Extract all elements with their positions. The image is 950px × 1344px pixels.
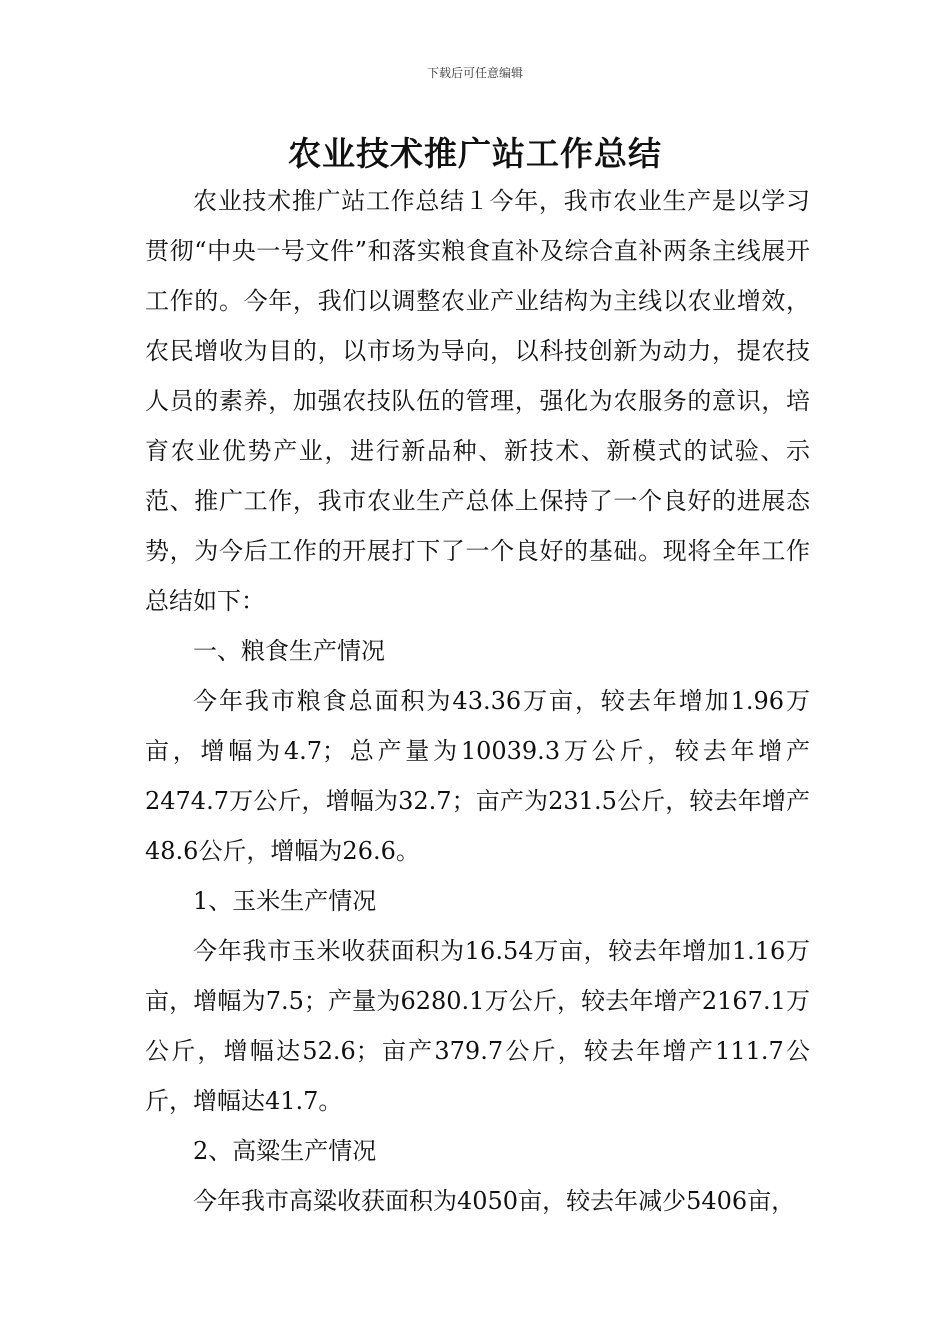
grain-paragraph: 今年我市粮食总面积为43.36万亩，较去年增加1.96万亩，增幅为4.7；总产量为10039.3万公斤，较去年增产2474.7万公斤，增幅为32.7；亩产为231.5公斤，较去年增产48.6公斤，增幅为26.6。 — [145, 687, 810, 865]
section-heading-grain: 一、粮食生产情况 — [193, 637, 385, 665]
intro-paragraph: 农业技术推广站工作总结１今年，我市农业生产是以学习贯彻“中央一号文件”和落实粮食直补及综合直补两条主线展开工作的。今年，我们以调整农业产业结构为主线以农业增效，农民增收为目的，以市场为导向，以科技创新为动力，提农技人员的素养，加强农技队伍的管理，强化为农服务的意识，培育农业优势产业，进行新品种、新技术、新模式的试验、示范、推广工作，我市农业生产总体上保持了一个良好的进展态势，为今后工作的开展打下了一个良好的基础。现将全年工作总结如下： — [145, 187, 810, 615]
subsection-heading-corn: 1、玉米生产情况 — [193, 887, 377, 915]
header-note: 下载后可任意编辑 — [426, 66, 523, 80]
document-body — [145, 176, 810, 1226]
subsection-heading-sorghum: 2、高粱生产情况 — [193, 1137, 377, 1165]
document-title: 农业技术推广站工作总结 — [288, 134, 662, 173]
corn-paragraph: 今年我市玉米收获面积为16.54万亩，较去年增加1.16万亩，增幅为7.5；产量为6280.1万公斤，较去年增产2167.1万公斤，增幅达52.6；亩产379.7公斤，较去年增产111.7公斤，增幅达41.7。 — [145, 937, 810, 1115]
sorghum-paragraph: 今年我市高粱收获面积为4050亩，较去年减少5406亩， — [193, 1187, 796, 1215]
